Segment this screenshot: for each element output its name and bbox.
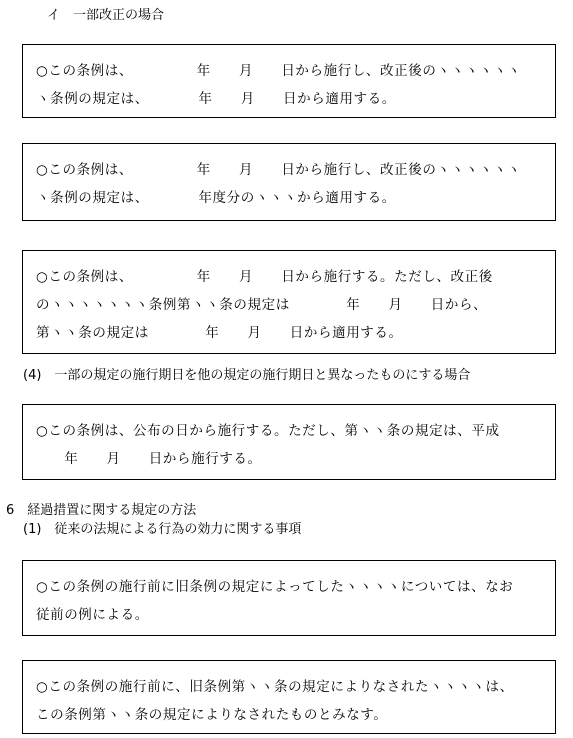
heading-section-6: 6 経過措置に関する規定の方法 <box>6 503 197 518</box>
provision-box-5 <box>22 560 556 636</box>
provision-box-1 <box>22 44 556 118</box>
provision-line: ヽ条例の規定は、 年度分のヽヽヽから適用する。 <box>36 190 396 206</box>
provision-line: ○この条例は、 年 月 日から施行し、改正後のヽヽヽヽヽヽ <box>36 162 522 178</box>
provision-box-4 <box>22 404 556 480</box>
provision-line: ○この条例は、 年 月 日から施行する。ただし、改正後 <box>36 269 493 285</box>
provision-line: 従前の例による。 <box>36 607 149 623</box>
provision-line: ○この条例は、 年 月 日から施行し、改正後のヽヽヽヽヽヽ <box>36 63 522 79</box>
provision-box-2 <box>22 143 556 221</box>
provision-line: 年 月 日から施行する。 <box>36 451 262 467</box>
provision-line: ○この条例の施行前に旧条例の規定によってしたヽヽヽヽについては、なお <box>36 579 514 595</box>
provision-box-6 <box>22 660 556 734</box>
provision-line: この条例第ヽヽ条の規定によりなされたものとみなす。 <box>36 707 388 723</box>
provision-line: 第ヽヽ条の規定は 年 月 日から適用する。 <box>36 325 403 341</box>
provision-line: ヽ条例の規定は、 年 月 日から適用する。 <box>36 91 396 107</box>
provision-line: ○この条例の施行前に、旧条例第ヽヽ条の規定によりなされたヽヽヽヽは、 <box>36 679 514 695</box>
heading-section-6-1: (1) 従来の法規による行為の効力に関する事項 <box>23 522 302 537</box>
heading-partial-amendment: イ 一部改正の場合 <box>47 8 165 23</box>
provision-line: のヽヽヽヽヽヽヽ条例第ヽヽ条の規定は 年 月 日から、 <box>36 297 488 313</box>
provision-line: ○この条例は、公布の日から施行する。ただし、第ヽヽ条の規定は、平成 <box>36 423 500 439</box>
heading-section-4: (4) 一部の規定の施行期日を他の規定の施行期日と異なったものにする場合 <box>23 368 471 383</box>
provision-box-3 <box>22 250 556 354</box>
